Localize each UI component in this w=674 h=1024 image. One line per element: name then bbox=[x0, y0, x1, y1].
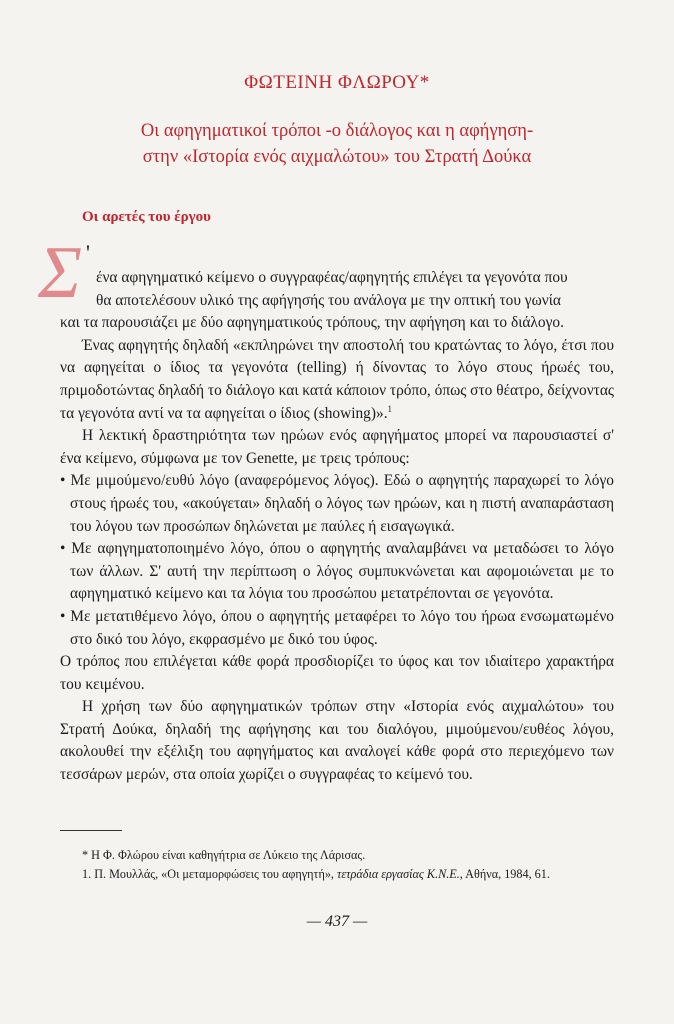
footnote-divider bbox=[60, 830, 122, 831]
drop-cap-letter: Σ bbox=[38, 232, 82, 314]
paragraph-1-rest: και τα παρουσιάζει με δύο αφηγηματικούς τρόπους, την αφήγηση και το διάλογο. bbox=[60, 314, 564, 332]
paragraph-1-line-1: ένα αφηγηματικό κείμενο ο συγγραφέας/αφηγητής επιλέγει τα γεγονότα που bbox=[96, 269, 568, 286]
drop-cap-accent: ' bbox=[86, 240, 90, 265]
paragraph-4: Ο τρόπος που επιλέγεται κάθε φορά προσδιορίζει το ύφος και τον ιδιαίτερο χαρακτήρα του κειμένου. bbox=[60, 653, 614, 693]
page-number: — 437 — bbox=[306, 913, 368, 930]
section-heading: Οι αρετές του έργου bbox=[82, 209, 211, 225]
bullet-item-1: • Με μιμούμενο/ευθύ λόγο (αναφερόμενος λόγος). Εδώ ο αφηγητής παραχωρεί το λόγο στους ήρωές του, «ακούγεται» δηλαδή ο λόγος των ηρώων, και η πιστή αναπαράσταση του λόγου των προσώπων δηλώνεται με παύλες ή εισαγωγικά. bbox=[60, 472, 614, 535]
author-name: ΦΩΤΕΙΝΗ ΦΛΩΡΟΥ* bbox=[244, 72, 430, 93]
article-body bbox=[60, 267, 614, 787]
footnote-1-part-a: 1. Π. Μουλλάς, «Οι μεταμορφώσεις του αφηγητή», bbox=[82, 867, 338, 881]
footnote-1 bbox=[82, 865, 614, 884]
footnote-ref-1: 1 bbox=[387, 403, 393, 414]
paragraph-2-text: Ένας αφηγητής δηλαδή «εκπληρώνει την αποστολή του κρατώντας το λόγο, έτσι που να αφηγείται ο ίδιος τα γεγονότα (telling) ή δίνοντας το λόγο στους ήρωές του, πριμοδοτώντας δηλαδή το διάλογο και κατά κάποιον τρόπο, όπως στο θέατρο, δείχνοντας τα γεγονότα αντί να τα αφηγείται ο ίδιος (showing)». bbox=[60, 336, 614, 422]
bullet-item-3: • Με μετατιθέμενο λόγο, όπου ο αφηγητής μεταφέρει το λόγο του ήρωα ενσωματωμένο στο δικό του λόγο, εκφρασμένο με δικό του ύφος. bbox=[60, 607, 614, 648]
paragraph-5: Η χρήση των δύο αφηγηματικών τρόπων στην «Ιστορία ενός αιχμαλώτου» του Στρατή Δούκα, δηλαδή της αφήγησης και του διαλόγου, μιμούμενου/ευθέος λόγου, ακολουθεί την εξέλιξη του αφηγήματος και αναλογεί κάθε φορά στο περιεχόμενο των τεσσάρων μερών, στα οποία χωρίζει ο συγγραφέας το κείμενό του. bbox=[60, 698, 614, 784]
footnote-author: * Η Φ. Φλώρου είναι καθηγήτρια σε Λύκειο της Λάρισας. bbox=[82, 848, 366, 862]
title-line-1: Οι αφηγηματικοί τρόποι -ο διάλογος και η αφήγηση- bbox=[140, 121, 534, 141]
paragraph-2 bbox=[60, 335, 614, 425]
article-title bbox=[60, 118, 614, 170]
footnote-1-part-c: , Αθήνα, 1984, 61. bbox=[459, 867, 550, 881]
title-line-2: στην «Ιστορία ενός αιχμαλώτου» του Στρατή Δούκα bbox=[142, 147, 532, 167]
footnote-1-part-b: τετράδια εργασίας Κ.Ν.Ε. bbox=[337, 867, 460, 881]
bullet-item-2: • Με αφηγηματοποιημένο λόγο, όπου ο αφηγητής αναλαμβάνει να μεταδώσει το λόγο των άλλων. Σ' αυτή την περίπτωση ο λόγος συμπυκνώνεται και αφομοιώνεται με το αφηγηματικό κείμενο και τα λόγια του προσώπου μετατρέπονται σε γεγονότα. bbox=[60, 540, 614, 603]
paragraph-1-line-2: θα αποτελέσουν υλικό της αφήγησής του ανάλογα με την οπτική του γωνία bbox=[96, 291, 561, 309]
footnotes bbox=[82, 846, 614, 884]
paragraph-3: Η λεκτική δραστηριότητα των ηρώων ενός αφηγήματος μπορεί να παρουσιαστεί σ' ένα κείμενο, σύμφωνα με τον Genette, με τρεις τρόπους: bbox=[60, 427, 614, 467]
